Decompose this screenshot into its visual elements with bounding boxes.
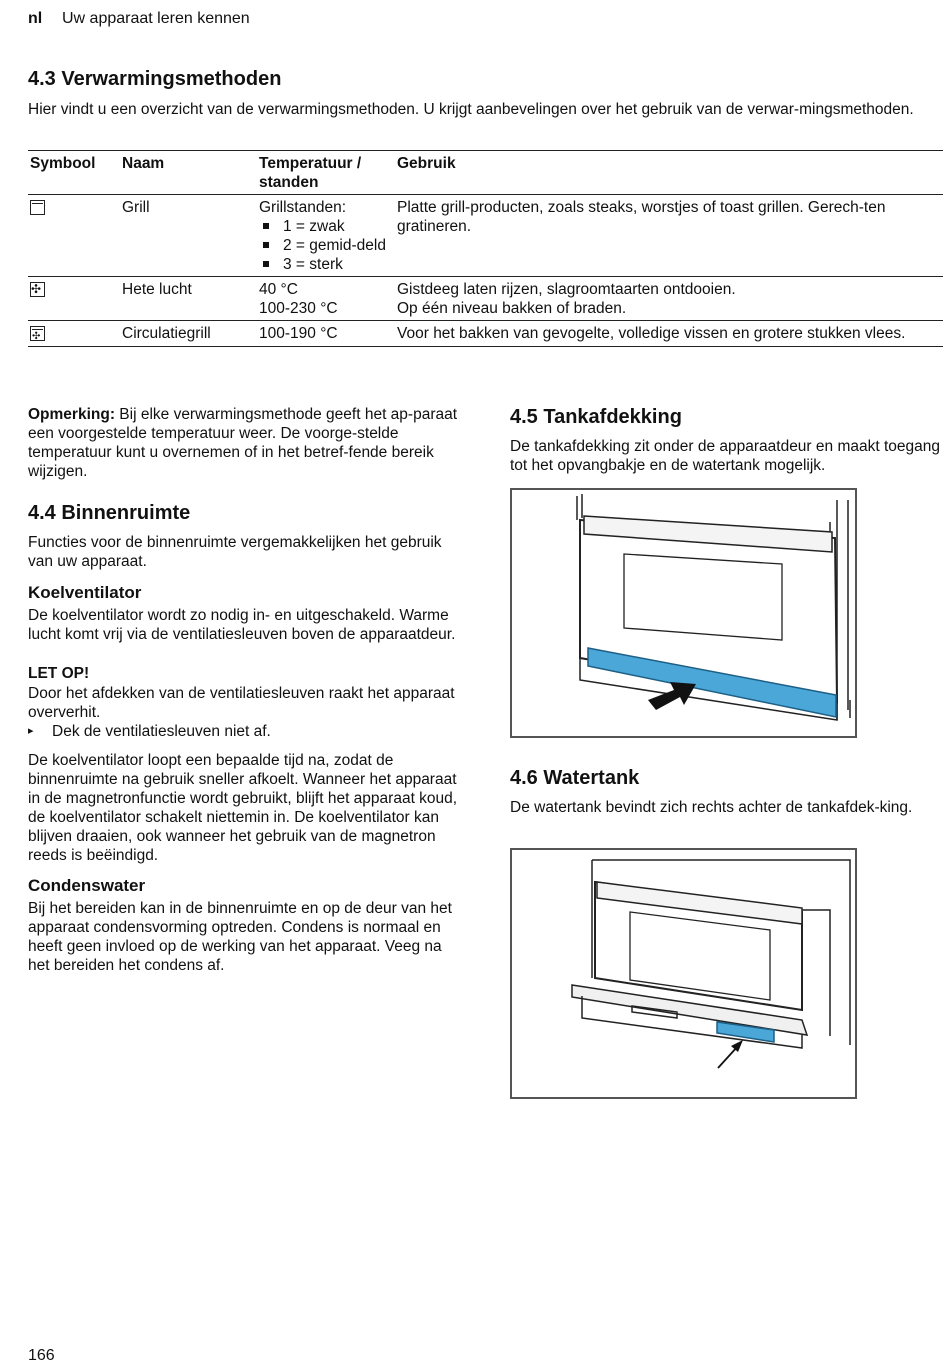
method-temperature	[257, 195, 395, 277]
section-intro-4-3: Hier vindt u een overzicht van de verwarmingsmethoden. U krijgt aanbevelingen over het gebruik van de verwar-mingsmethoden.	[28, 101, 914, 118]
section-intro-4-4: Functies voor de binnenruimte vergemakkelijken het gebruik van uw apparaat.	[28, 534, 442, 570]
method-name: Grill	[120, 195, 257, 277]
tank-cover-illustration	[510, 488, 857, 738]
fan-paragraph-2: De koelventilator loopt een bepaalde tijd na, zodat de binnenruimte na gebruik sneller afkoelt. Wanneer het apparaat in de magnetronfunctie wordt gebruikt, blijft het apparaat koud, de koelventilator schakelt niettemin in. De koelventilator kan blijven draaien, ook wanneer het gebruik van de magnetron reeds is beëindigd.	[28, 752, 458, 864]
list-item: 1 = zwak	[259, 217, 391, 236]
method-use: Platte grill-producten, zoals steaks, worstjes of toast grillen. Gerech-ten gratineren.	[395, 195, 943, 277]
page-header-title: Uw apparaat leren kennen	[62, 10, 250, 27]
oven-water-tank-drawing	[512, 850, 855, 1097]
fan-paragraph-1: De koelventilator wordt zo nodig in- en uitgeschakeld. Warme lucht komt vrij via de ventilatiesleuven boven de apparaatdeur.	[28, 607, 456, 643]
oven-tank-cover-drawing	[512, 490, 855, 736]
use-line: Gistdeeg laten rijzen, slagroomtaarten ontdooien.	[397, 281, 736, 298]
language-code: nl	[28, 10, 43, 27]
temperature-range: 100-230 °C	[259, 300, 338, 317]
method-name: Hete lucht	[120, 277, 257, 321]
table-row	[28, 277, 943, 321]
section-heading-4-6: 4.6 Watertank	[510, 767, 640, 789]
table-row	[28, 195, 943, 277]
instruction-step: ▸ Dek de ventilatiesleuven niet af.	[28, 722, 464, 741]
column-header: Naam	[120, 151, 257, 195]
water-tank-illustration	[510, 848, 857, 1099]
condensation-paragraph: Bij het bereiden kan in de binnenruimte en op de deur van het apparaat condensvorming optreden. Condens is normaal en heeft geen invloed op de werking van het apparaat. Veeg na het bereiden het condens af.	[28, 900, 452, 974]
section-text-4-5: De tankafdekking zit onder de apparaatdeur en maakt toegang tot het opvangbakje en de watertank mogelijk.	[510, 438, 940, 474]
method-temperature	[257, 277, 395, 321]
note-text: Bij elke verwarmingsmethode geeft het ap-paraat een voorgestelde temperatuur weer. De voorge-stelde temperatuur kunt u overnemen of in het betref-fende bereik wijzigen.	[28, 406, 458, 480]
section-text-4-6: De watertank bevindt zich rechts achter de tankafdek-king.	[510, 799, 913, 816]
grill-icon	[30, 200, 45, 215]
method-use: Voor het bakken van gevogelte, volledige vissen en grotere stukken vlees.	[395, 321, 943, 347]
temperature-value: 40 °C	[259, 281, 298, 298]
subheading-fan: Koelventilator	[28, 583, 142, 602]
subheading-condensation: Condenswater	[28, 876, 146, 895]
circulation-grill-icon	[30, 326, 45, 341]
note-label: Opmerking:	[28, 406, 115, 423]
method-temperature: 100-190 °C	[257, 321, 395, 347]
warning-text: Door het afdekken van de ventilatiesleuven raakt het apparaat oververhit.	[28, 685, 455, 721]
note-paragraph	[28, 405, 464, 481]
page-number: 166	[28, 1347, 55, 1364]
column-header: Symbool	[28, 151, 120, 195]
temperature-label: Grillstanden:	[259, 199, 347, 216]
method-name: Circulatiegrill	[120, 321, 257, 347]
warning-label: LET OP!	[28, 665, 90, 682]
list-item: 2 = gemid-deld	[259, 236, 391, 255]
column-header: Gebruik	[395, 151, 943, 195]
use-line: Op één niveau bakken of braden.	[397, 300, 627, 317]
grill-levels-list	[259, 217, 391, 274]
heating-methods-table	[28, 150, 943, 347]
table-row	[28, 321, 943, 347]
list-item: 3 = sterk	[259, 255, 391, 274]
table-header-row	[28, 151, 943, 195]
section-heading-4-5: 4.5 Tankafdekking	[510, 406, 682, 428]
column-header: Temperatuur / standen	[257, 151, 395, 195]
method-use	[395, 277, 943, 321]
hot-air-icon	[30, 282, 45, 297]
section-heading-4-4: 4.4 Binnenruimte	[28, 502, 191, 524]
section-heading-4-3: 4.3 Verwarmingsmethoden	[28, 68, 282, 90]
